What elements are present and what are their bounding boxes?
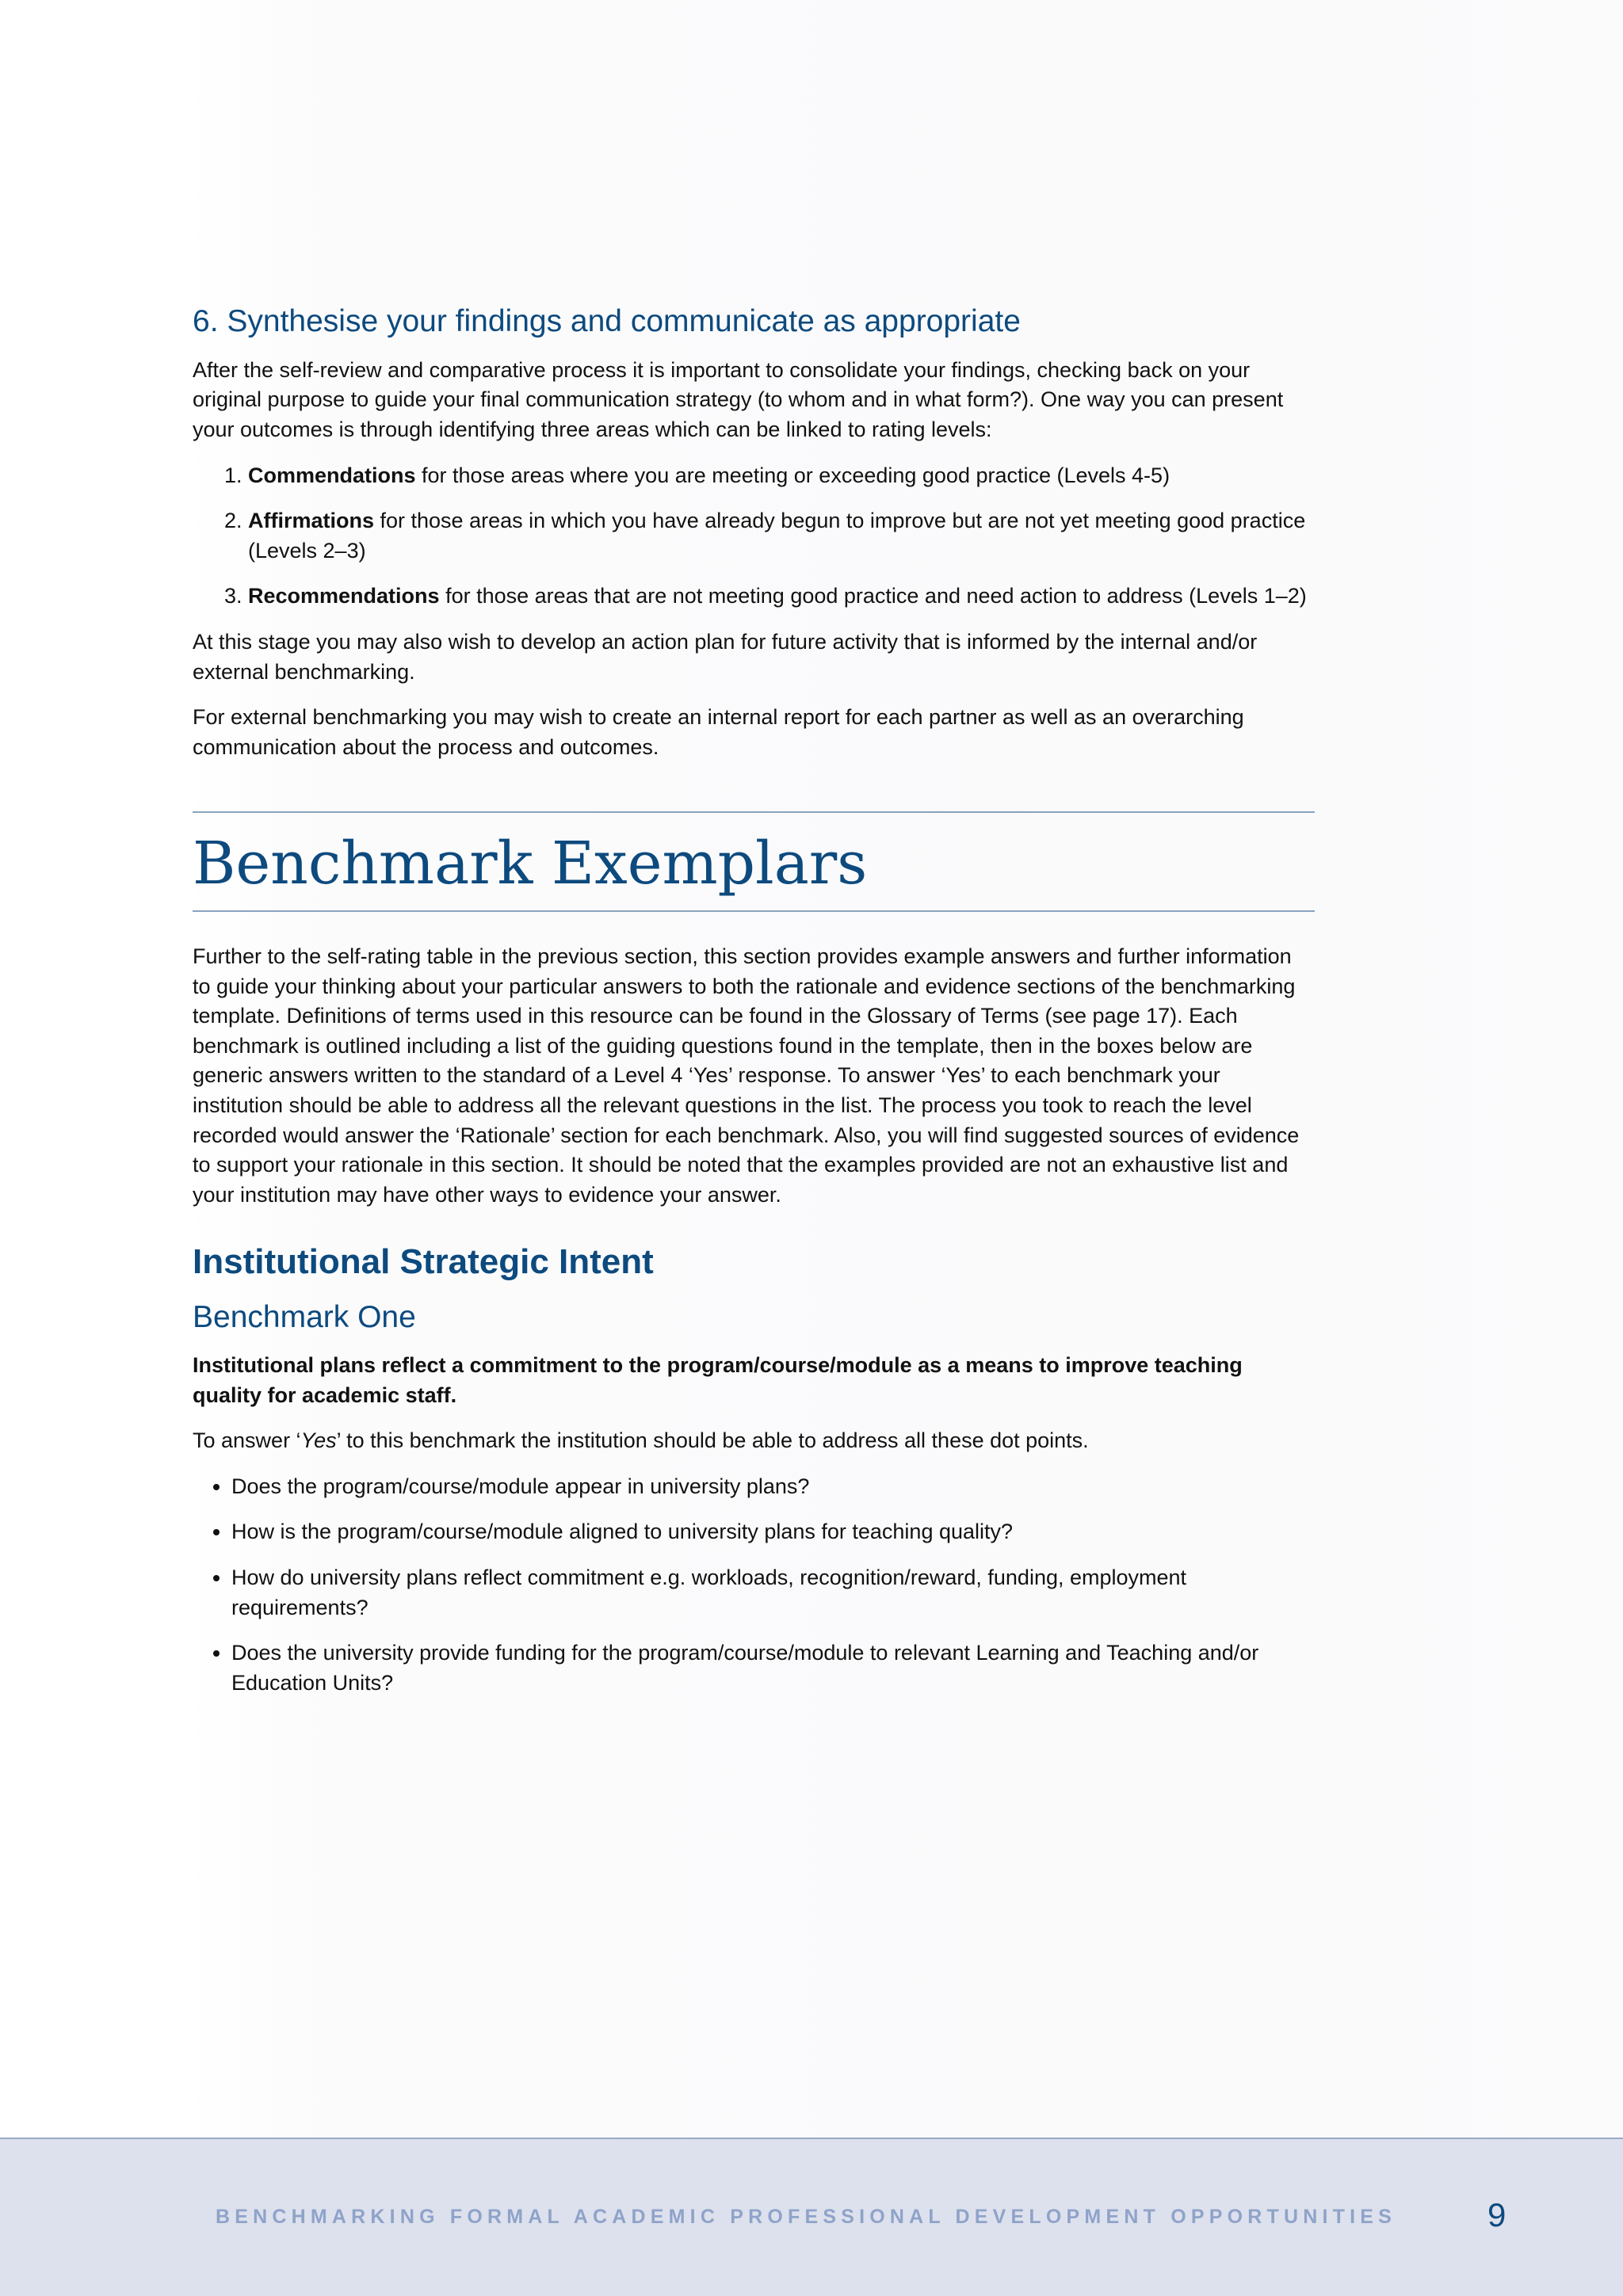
benchmark-statement [193, 1351, 1315, 1410]
benchmark-heading: Benchmark One [193, 1300, 416, 1335]
rating-levels-list [193, 461, 1315, 612]
list-item-term: Recommendations [248, 584, 440, 608]
list-item-term: Affirmations [248, 509, 375, 533]
list-item: • How is the program/course/module aligned to university plans for teaching quality? [231, 1517, 1315, 1547]
list-item [248, 506, 1315, 566]
section-heading: 6. Synthesise your findings and communicate as appropriate [193, 304, 1021, 338]
title-bottom-rule [193, 910, 1315, 912]
list-item-text: for those areas where you are meeting or exceeding good practice (Levels 4-5) [415, 463, 1170, 487]
subsection-heading: Institutional Strategic Intent [193, 1242, 654, 1282]
guiding-questions-list [193, 1472, 1315, 1699]
list-item-term: Commendations [248, 463, 416, 487]
action-plan-paragraph: At this stage you may also wish to develop an action plan for future activity that is informed by the internal and/or external benchmarking. [193, 629, 1258, 684]
answer-suffix: ’ to this benchmark the institution should be able to address all these dot points. [336, 1428, 1089, 1453]
answer-italic: Yes [300, 1428, 337, 1453]
answer-instruction [193, 1426, 1315, 1456]
benchmark-statement-text: Institutional plans reflect a commitment to the program/course/module as a means to improve teaching quality for academic staff. [193, 1353, 1243, 1407]
exemplars-intro: Further to the self-rating table in the previous section, this section provides example answers and further information to guide your thinking about your particular answers to both the rationale and evidence sections of the benchmarking template. Definitions of terms used in this resource can be found in the Glossary of Terms (see page 17). Each benchmark is outlined including a list of the guiding questions found in the template, then in the boxes below are generic answers written to the standard of a Level 4 ‘Yes’ response. To answer ‘Yes’ to each benchmark your institution should be able to address all the relevant questions in the list. The process you took to reach the level recorded would answer the ‘Rationale’ section for each benchmark. Also, you will find suggested sources of evidence to support your rationale in this section. It should be noted that the examples provided are not an exhaustive list and your institution may have other ways to evidence your answer. [193, 944, 1300, 1207]
answer-prefix: To answer ‘ [193, 1428, 301, 1453]
page-footer [0, 2138, 1623, 2296]
list-item: • Does the program/course/module appear in university plans? [231, 1472, 1315, 1502]
list-item: • Does the university provide funding for the program/course/module to relevant Learning and Teaching and/or Education Units? [231, 1638, 1315, 1698]
external-report-paragraph: For external benchmarking you may wish to create an internal report for each partner as well as an overarching communication about the process and outcomes. [193, 705, 1244, 759]
list-item [248, 461, 1315, 491]
list-item [248, 582, 1315, 612]
page-title: Benchmark Exemplars [193, 830, 868, 898]
section-intro: After the self-review and comparative process it is important to consolidate your findings, checking back on your original purpose to guide your final communication strategy (to whom and in what form?). One way you can present your outcomes is through identifying three areas which can be linked to rating levels: [193, 357, 1284, 441]
page-number: 9 [1487, 2196, 1507, 2233]
list-item-text: for those areas that are not meeting good practice and need action to address (Levels 1–2) [439, 584, 1307, 608]
footer-running-title: BENCHMARKING FORMAL ACADEMIC PROFESSIONAL DEVELOPMENT OPPORTUNITIES [216, 2206, 1396, 2228]
list-item: • How do university plans reflect commitment e.g. workloads, recognition/reward, funding, employment requirements? [231, 1563, 1315, 1623]
page-content [193, 303, 1315, 1714]
list-item-text: for those areas in which you have already begun to improve but are not yet meeting good practice (Levels 2–3) [248, 509, 1306, 563]
